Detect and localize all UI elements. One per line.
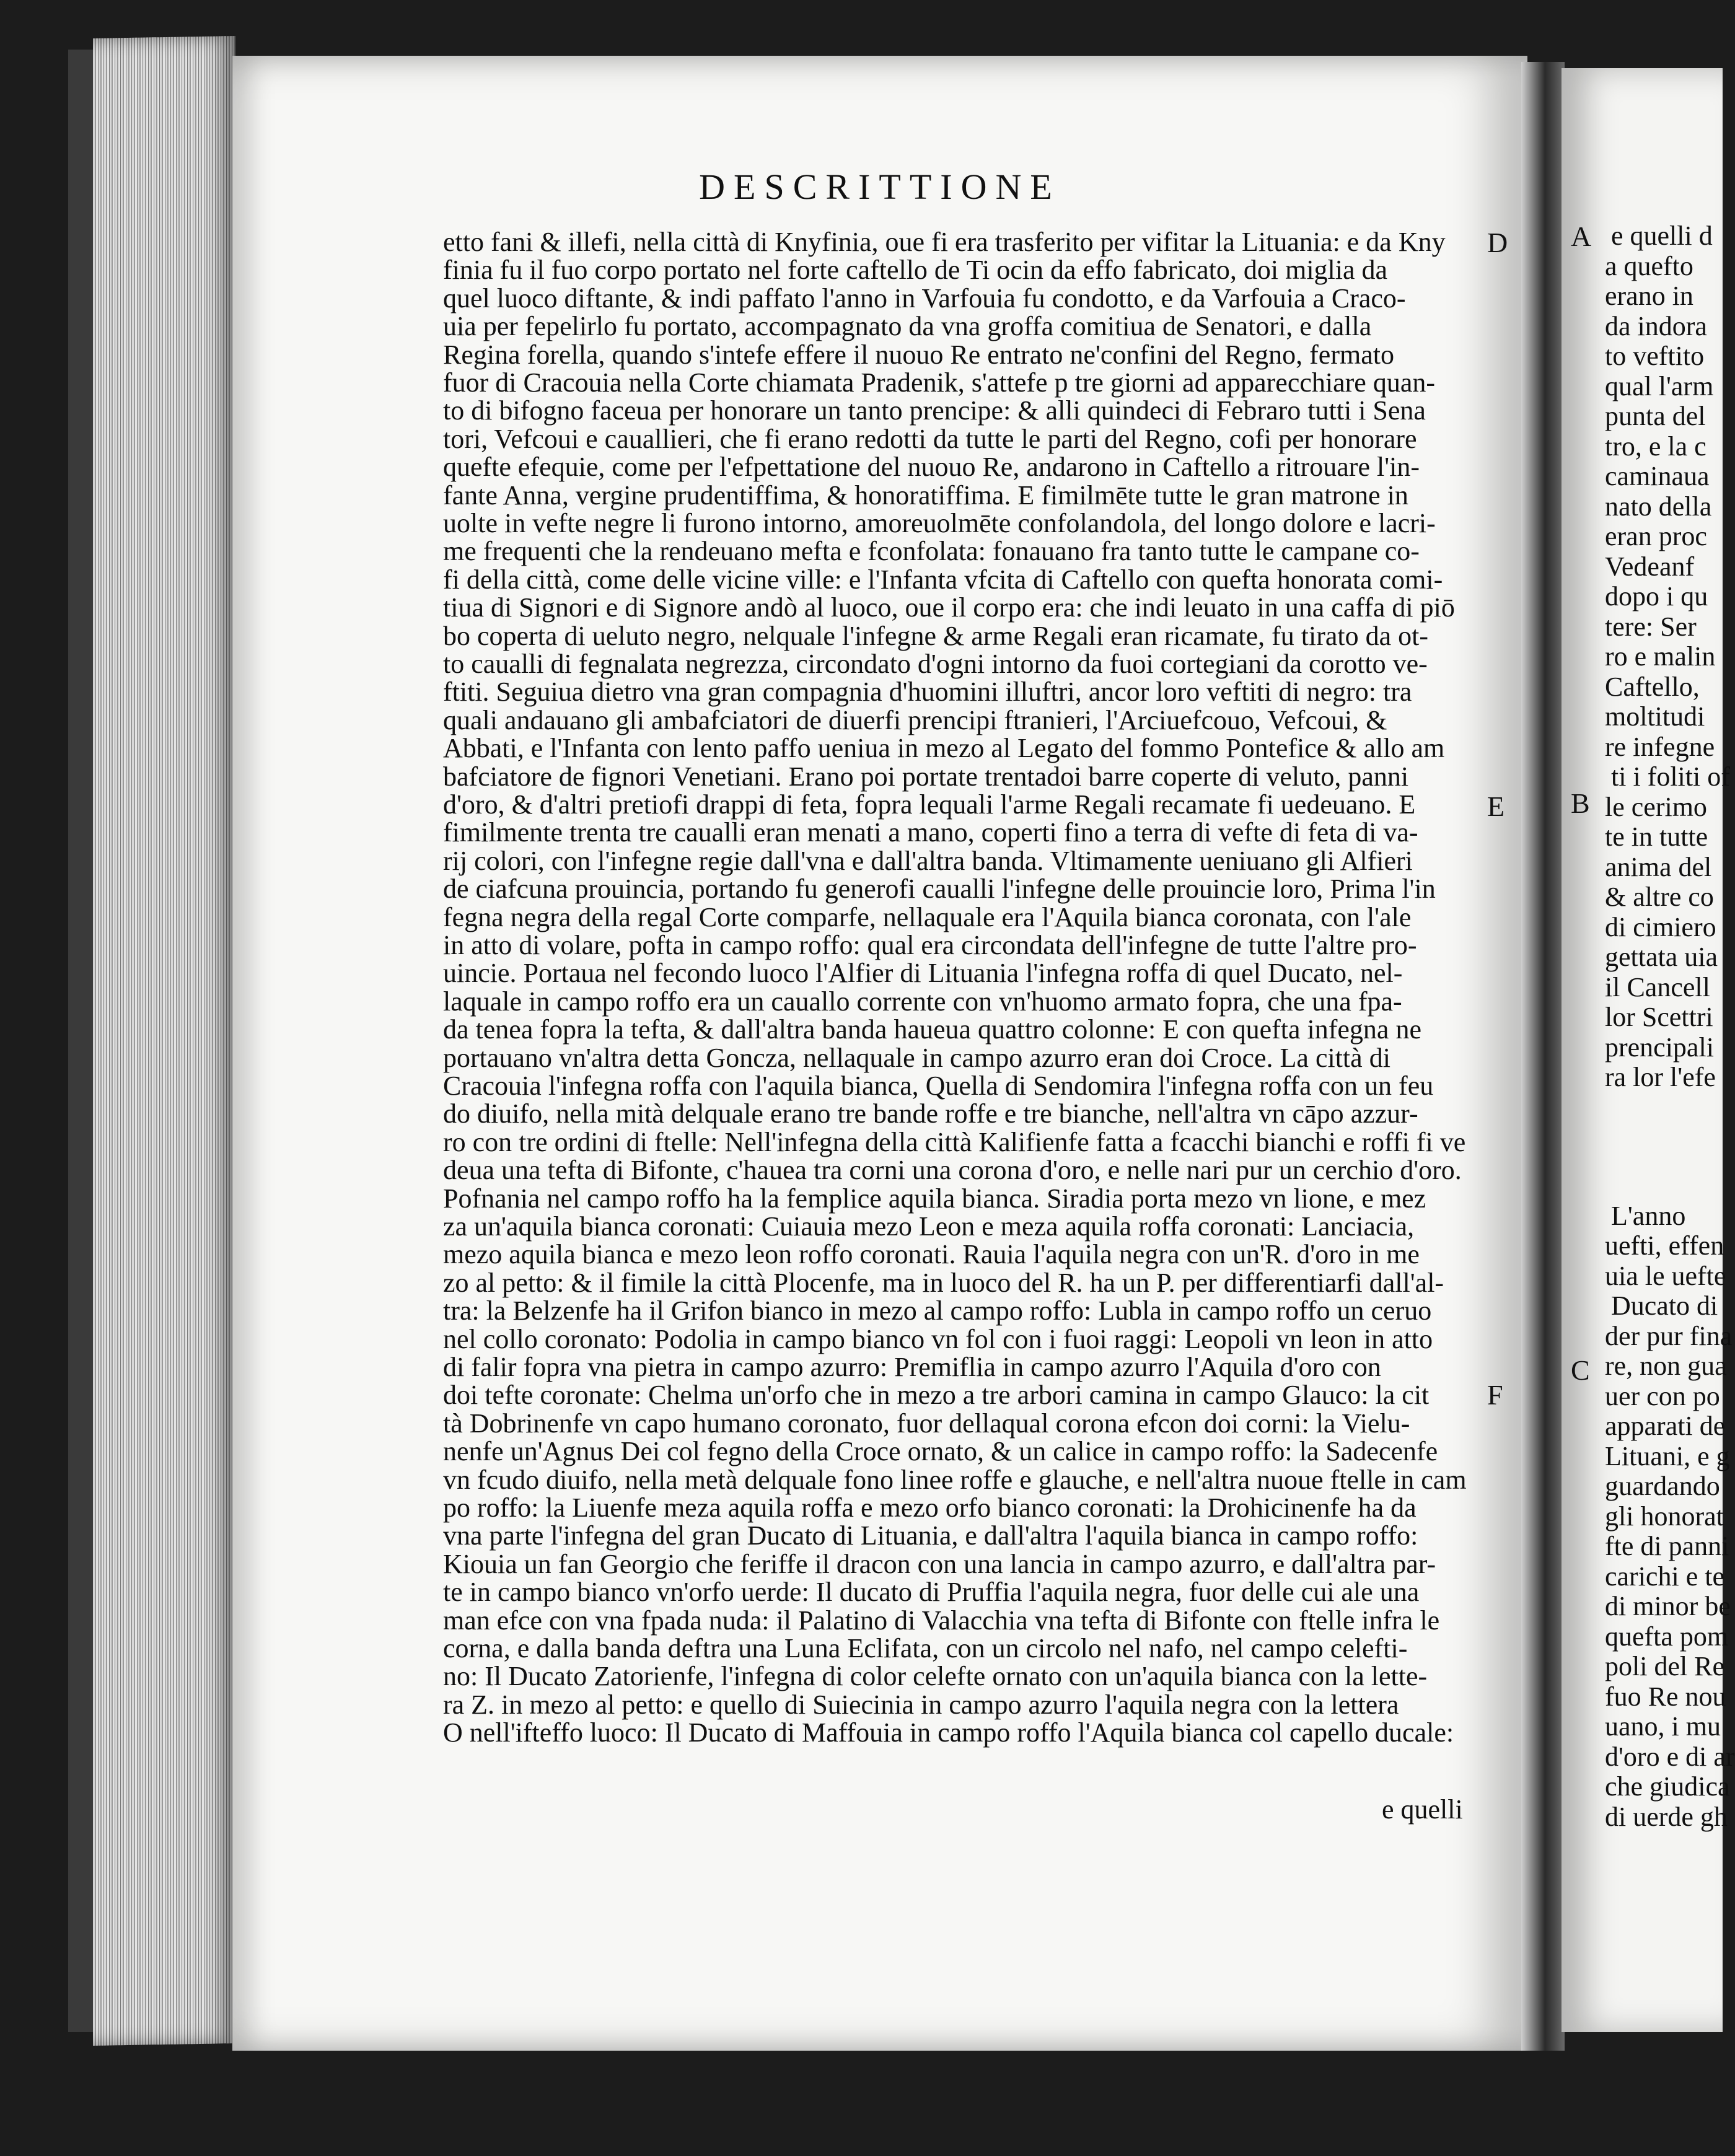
text-line: finia fu il fuo corpo portato nel forte caftello de Ti ocin da effo fabricato, doi miglia da	[443, 255, 1388, 286]
facing-text-line: tro, e la c	[1605, 431, 1706, 462]
text-line: do diuifo, nella mità delquale erano tre bande roffe e tre bianche, nell'altra vn cāpo azzur-	[443, 1098, 1418, 1129]
text-line: quali andauano gli ambafciatori de diuerfi prencipi ftranieri, l'Arciuefcouo, Vefcoui, &	[443, 704, 1387, 735]
text-line: nel collo coronato: Podolia in campo bianco vn fol con i fuoi raggi: Leopoli vn leon in atto	[443, 1323, 1433, 1354]
text-line: ra Z. in mezo al petto: e quello di Suiecinia in campo azurro l'aquila negra con la lettera	[443, 1689, 1399, 1720]
text-line: fi della città, come delle vicine ville: e l'Infanta vfcita di Caftello con quefta honorata comi-	[443, 564, 1443, 595]
facing-text-line: te in tutte	[1605, 822, 1708, 852]
facing-marker-a: A	[1571, 221, 1592, 252]
facing-text-line: il Cancell	[1605, 971, 1710, 1002]
text-line: ftiti. Seguiua dietro vna gran compagnia d'huomini illuftri, ancor loro veftiti di negro: tra	[443, 677, 1412, 708]
facing-text-line: Vedeanf	[1605, 551, 1695, 582]
text-line: di falir fopra vna pietra in campo azurro: Premiflia in campo azurro l'Aquila d'oro con	[443, 1352, 1381, 1382]
text-line: tà Dobrinenfe vn capo humano coronato, fuor dellaqual corona efcon doi corni: la Vielu-	[443, 1408, 1410, 1439]
facing-text-line: L'anno	[1611, 1200, 1686, 1231]
text-line: zo al petto: & il fimile la città Plocenfe, ma in luoco del R. ha un P. per differentiarfi dall'al-	[443, 1267, 1444, 1298]
text-line: de ciafcuna prouincia, portando fu generofi caualli l'infegne delle prouincie loro, Prima l'in	[443, 874, 1436, 905]
facing-text-line: prencipali	[1605, 1032, 1714, 1063]
facing-text-line: Caftello,	[1605, 671, 1700, 702]
text-line: nenfe un'Agnus Dei col fegno della Croce ornato, & un calice in campo roffo: la Sadecenfe	[443, 1436, 1438, 1467]
facing-marker-b: B	[1571, 787, 1590, 819]
margin-marker-e: E	[1487, 791, 1505, 822]
text-line: quefte efequie, come per l'efpettatione del nuouo Re, andarono in Caftello a ritrouare l'in-	[443, 452, 1420, 483]
text-line: uincie. Portaua nel fecondo luoco l'Alfier di Lituania l'infegna roffa di quel Ducato, nel-	[443, 958, 1403, 989]
text-line: fante Anna, vergine prudentiffima, & honoratiffima. E fimilmēte tutte le gran matrone in	[443, 480, 1408, 511]
text-line: ro con tre ordini di ftelle: Nell'infegna della città Kalifienfe fatta a fcacchi bianchi e roffi fi ve	[443, 1126, 1466, 1157]
facing-text-line: uer con po	[1605, 1380, 1720, 1411]
facing-text-line: di uerde gh	[1605, 1801, 1728, 1832]
text-line: tori, Vefcoui e cauallieri, che fi erano redotti da tutte le parti del Regno, cofi per honorare	[443, 423, 1417, 454]
text-line: Pofnania nel campo roffo ha la femplice aquila bianca. Siradia porta mezo vn lione, e mez	[443, 1183, 1426, 1214]
facing-text-line: re, non gua	[1605, 1351, 1727, 1381]
facing-text-line: uia le uefte	[1605, 1260, 1726, 1291]
facing-text-line: anima del	[1605, 851, 1712, 882]
facing-text-line: Lituani, e g	[1605, 1440, 1730, 1471]
catchword: e quelli	[1382, 1794, 1463, 1825]
margin-marker-d: D	[1487, 227, 1508, 258]
facing-text-line: gettata uia	[1605, 942, 1718, 972]
text-line: man efce con vna fpada nuda: il Palatino di Valacchia vna tefta di Bifonte con ftelle infra le	[443, 1605, 1440, 1636]
text-line: uia per fepelirlo fu portato, accompagnato da vna groffa comitiua de Senatori, e dalla	[443, 311, 1372, 342]
text-line: mezo aquila bianca e mezo leon roffo coronati. Rauia l'aquila negra con un'R. d'oro in me	[443, 1239, 1420, 1270]
facing-text-line: uano, i mu	[1605, 1711, 1721, 1742]
text-line: etto fani & illefi, nella città di Knyfinia, oue fi era trasferito per vifitar la Lituania: e da Kny	[443, 227, 1446, 257]
text-line: me frequenti che la rendeuano mefta e fconfolata: fonauano fra tanto tutte le campane co-	[443, 536, 1420, 567]
text-line: da tenea fopra la tefta, & dall'altra banda haueua quattro colonne: E con quefta infegna ne	[443, 1014, 1421, 1045]
text-line: Regina forella, quando s'intefe effere il nuouo Re entrato ne'confini del Regno, fermato	[443, 339, 1394, 370]
facing-text-line: quefta pom	[1605, 1621, 1729, 1652]
text-line: bafciatore de fignori Venetiani. Erano poi portate trentadoi barre coperte di veluto, panni	[443, 761, 1409, 792]
facing-text-line: erano in	[1605, 281, 1693, 311]
text-line: laquale in campo roffo era un cauallo corrente con vn'huomo armato fopra, che una fpa-	[443, 986, 1402, 1017]
facing-text-line: moltitudi	[1605, 701, 1705, 732]
text-line: corna, e dalla banda deftra una Luna Eclifata, con un circolo nel nafo, nel campo celefti-	[443, 1633, 1408, 1663]
facing-text-line: da indora	[1605, 310, 1707, 341]
facing-text-line: poli del Re	[1605, 1651, 1725, 1681]
facing-text-line: re infegne	[1605, 731, 1715, 762]
facing-text-line: ra lor l'efe	[1605, 1062, 1716, 1092]
text-line: vna parte l'infegna del gran Ducato di Lituania, e dall'altra l'aquila bianca in campo roffo:	[443, 1520, 1418, 1551]
text-line: Abbati, e l'Infanta con lento paffo ueniua in mezo al Legato del fommo Pontefice & allo am	[443, 733, 1445, 764]
text-line: fimilmente trenta tre caualli eran menati a mano, coperti fino a terra di vefte di feta di va-	[443, 817, 1418, 848]
text-line: fegna negra della regal Corte comparfe, nellaquale era l'Aquila bianca coronata, con l'ale	[443, 901, 1412, 932]
margin-marker-f: F	[1487, 1379, 1503, 1411]
facing-text-line: lor Scettri	[1605, 1002, 1713, 1032]
text-line: O nell'ifteffo luoco: Il Ducato di Maffouia in campo roffo l'Aquila bianca col capello ducale:	[443, 1717, 1454, 1748]
facing-marker-c: C	[1571, 1354, 1590, 1386]
facing-text-line: eran proc	[1605, 521, 1707, 551]
text-line: to caualli di fegnalata negrezza, circondato d'ogni intorno da fuoi cortegiani da corotto ve-	[443, 649, 1428, 679]
text-line: uolte in vefte negre li furono intorno, amoreuolmēte confolandola, del longo dolore e lacri-	[443, 508, 1436, 538]
facing-text-line: caminaua	[1605, 461, 1710, 491]
facing-text-line: punta del	[1605, 401, 1706, 431]
facing-text-line: d'oro e di ar	[1605, 1741, 1735, 1772]
text-line: fuor di Cracouia nella Corte chiamata Pradenik, s'attefe p tre giorni ad apparecchiare quan-	[443, 367, 1435, 398]
book-gutter	[1521, 62, 1565, 2051]
facing-text-line: di cimiero	[1605, 911, 1716, 942]
facing-text-line: che giudica	[1605, 1771, 1730, 1802]
text-line: Kiouia un fan Georgio che feriffe il dracon con una lancia in campo azurro, e dall'altra par-	[443, 1548, 1436, 1579]
facing-text-line: apparati de	[1605, 1411, 1726, 1441]
facing-text-line: dopo i qu	[1605, 581, 1708, 611]
facing-text-line: der pur fina	[1605, 1320, 1733, 1351]
facing-text-line: to veftito	[1605, 341, 1705, 371]
text-line: deua una tefta di Bifonte, c'hauea tra corni una corona d'oro, e nelle nari pur un cerchio d'oro.	[443, 1155, 1462, 1186]
facing-text-line: di minor be	[1605, 1591, 1731, 1621]
text-line: vn fcudo diuifo, nella metà delquale fono linee roffe e glauche, e nell'altra nuoue ftelle in cam	[443, 1464, 1467, 1495]
facing-text-line: uefti, effen	[1605, 1230, 1724, 1261]
text-line: to di bifogno faceua per honorare un tanto prencipe: & alli quindeci di Febraro tutti i Sena	[443, 395, 1426, 426]
text-line: tra: la Belzenfe ha il Grifon bianco in mezo al campo roffo: Lubla in campo roffo un ceruo	[443, 1295, 1432, 1326]
facing-text-line: ro e malin	[1605, 641, 1716, 672]
text-line: bo coperta di ueluto negro, nelquale l'infegne & arme Regali eran ricamate, fu tirato da ot-	[443, 620, 1429, 651]
facing-text-line: carichi e te	[1605, 1561, 1724, 1592]
text-line: doi tefte coronate: Chelma un'orfo che in mezo a tre arbori camina in campo Glauco: la cit	[443, 1380, 1430, 1411]
text-line: in atto di volare, pofta in campo roffo: qual era circondata dell'infegne de tutte l'altre pro-	[443, 930, 1417, 960]
facing-text-line: a quefto	[1605, 250, 1693, 281]
facing-text-line: & altre co	[1605, 882, 1714, 912]
text-line: quel luoco diftante, & indi paffato l'anno in Varfouia fu condotto, e da Varfouia a Craco-	[443, 283, 1406, 313]
running-head: DESCRITTIONE	[699, 167, 1061, 207]
text-line: no: Il Ducato Zatorienfe, l'infegna di color celefte ornato con un'aquila bianca con la lette-	[443, 1661, 1428, 1692]
facing-text-line: e quelli d	[1611, 221, 1713, 251]
page-fore-edge	[93, 36, 235, 2046]
facing-text-line: fte di panni	[1605, 1531, 1729, 1561]
facing-text-line: le cerimo	[1605, 791, 1707, 822]
text-line: po roffo: la Liuenfe meza aquila roffa e mezo orfo bianco coronati: la Drohicinenfe ha da	[443, 1492, 1417, 1523]
facing-text-line: tere: Ser	[1605, 611, 1697, 642]
text-line: rij colori, con l'infegne regie dall'vna e dall'altra banda. Vltimamente ueniuano gli Alfieri	[443, 845, 1413, 876]
facing-text-line: fuo Re nou	[1605, 1681, 1726, 1712]
text-line: za un'aquila bianca coronati: Cuiauia mezo Leon e meza aquila roffa coronati: Lanciacia,	[443, 1211, 1415, 1242]
facing-text-line: guardando	[1605, 1471, 1720, 1501]
text-line: portauano vn'altra detta Goncza, nellaquale in campo azurro eran doi Croce. La città di	[443, 1042, 1390, 1073]
text-line: tiua di Signori e di Signore andò al luoco, oue il corpo era: che indi leuato in una caffa di piō	[443, 592, 1455, 623]
facing-text-line: ti i foliti of	[1611, 761, 1730, 792]
facing-text-line: nato della	[1605, 491, 1712, 522]
facing-text-line: Ducato di	[1611, 1291, 1718, 1321]
facing-text-line: gli honorat	[1605, 1501, 1724, 1532]
text-line: d'oro, & d'altri pretiofi drappi di feta, fopra lequali l'arme Regali recamate fi uedeuano. E	[443, 789, 1416, 820]
text-line: Cracouia l'infegna roffa con l'aquila bianca, Quella di Sendomira l'infegna roffa con un feu	[443, 1071, 1434, 1101]
text-line: te in campo bianco vn'orfo uerde: Il ducato di Pruffia l'aquila negra, fuor delle cui ale una	[443, 1577, 1420, 1608]
facing-text-line: qual l'arm	[1605, 370, 1714, 401]
